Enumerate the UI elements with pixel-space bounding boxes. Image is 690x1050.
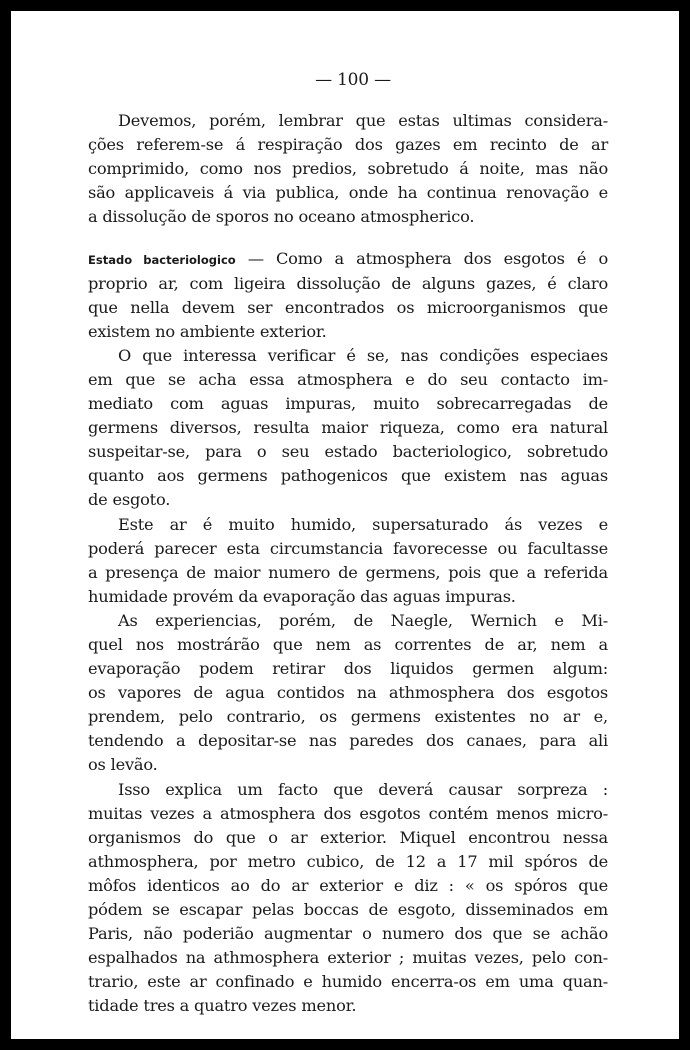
section-gap	[88, 229, 608, 247]
text-line: quanto aos germens pathogenicos que existem nas aguas	[88, 466, 608, 486]
text-line: que nella devem ser encontrados os microorganismos que	[88, 297, 608, 317]
paragraph	[88, 609, 608, 778]
text-line: proprio ar, com ligeira dissolução de alguns gazes, é claro	[88, 273, 608, 293]
text-line: poderá parecer esta circumstancia favorecesse ou facultasse	[88, 538, 608, 558]
text-line: de esgoto.	[88, 490, 171, 510]
text-line: muitas vezes a atmosphera dos esgotos contém menos micro-	[88, 803, 608, 823]
text-line: são applicaveis á via publica, onde ha continua renovação e	[88, 183, 608, 203]
text-line: humidade provém da evaporação das aguas impuras.	[88, 586, 516, 606]
paragraph	[88, 513, 608, 609]
text-line: pódem se escapar pelas boccas de esgoto, disseminados em	[88, 900, 608, 919]
text-line: tendendo a depositar-se nas paredes dos canaes, para ali	[88, 731, 608, 751]
text-line: môfos identicos ao do ar exterior e diz : « os spóros que	[88, 875, 608, 895]
page-number: — 100 —	[315, 70, 391, 90]
text-line: existem no ambiente exterior.	[88, 321, 327, 341]
text-line: O que interessa verificar é se, nas condições especiaes	[118, 345, 608, 365]
text-line: As experiencias, porém, de Naegle, Wernich e Mi-	[118, 610, 608, 630]
text-line: ções referem-se á respiração dos gazes em recinto de ar	[88, 135, 608, 155]
page-text-block	[88, 69, 608, 1018]
text-line: athmosphera, por metro cubico, de 12 a 17 mil spóros de	[88, 851, 608, 871]
text-line: trario, este ar confinado e humido encerra-os em uma quan-	[88, 972, 608, 992]
text-line: os vapores de agua contidos na athmosphera dos esgotos	[88, 683, 608, 703]
text-line: os levão.	[88, 755, 158, 775]
text-line: Devemos, porém, lembrar que estas ultimas considera-	[118, 111, 608, 130]
text-line: Este ar é muito humido, supersaturado ás vezes e	[118, 514, 608, 534]
text-line: germens diversos, resulta maior riqueza, como era natural	[88, 418, 608, 438]
text-line: em que se acha essa atmosphera e do seu contacto im-	[88, 369, 608, 389]
paragraph	[88, 247, 608, 343]
text-line: Isso explica um facto que deverá causar sorpreza :	[118, 779, 608, 799]
text-line: comprimido, como nos predios, sobretudo á noite, mas não	[88, 159, 608, 179]
paragraph	[88, 344, 608, 513]
text-line: organismos do que o ar exterior. Miquel encontrou nessa	[88, 827, 608, 847]
text-line: a presença de maior numero de germens, pois que a referida	[88, 562, 608, 582]
text-line: Paris, não poderião augmentar o numero dos que se achão	[88, 924, 608, 944]
text-line: a dissolução de sporos no oceano atmospherico.	[88, 207, 475, 227]
text-line: suspeitar-se, para o seu estado bacteriologico, sobretudo	[88, 442, 608, 462]
paragraph	[88, 109, 608, 229]
text-line: evaporação podem retirar dos liquidos germen algum:	[88, 659, 608, 679]
text-line: quel nos mostrárão que nem as correntes de ar, nem a	[88, 634, 608, 654]
text-line	[88, 247, 608, 271]
paragraph	[88, 778, 608, 1019]
text-line: prendem, pelo contrario, os germens existentes no ar e,	[88, 707, 608, 727]
text-line: tidade tres a quatro vezes menor.	[88, 996, 357, 1016]
book-page	[11, 11, 679, 1039]
section-heading: Estado bacteriologico	[88, 253, 236, 268]
text-line: espalhados na athmosphera exterior ; muitas vezes, pelo con-	[88, 948, 608, 968]
text-line: mediato com aguas impuras, muito sobrecarregadas de	[88, 394, 608, 414]
text-line-fragment: — Como a atmosphera dos esgotos é o	[235, 249, 609, 269]
